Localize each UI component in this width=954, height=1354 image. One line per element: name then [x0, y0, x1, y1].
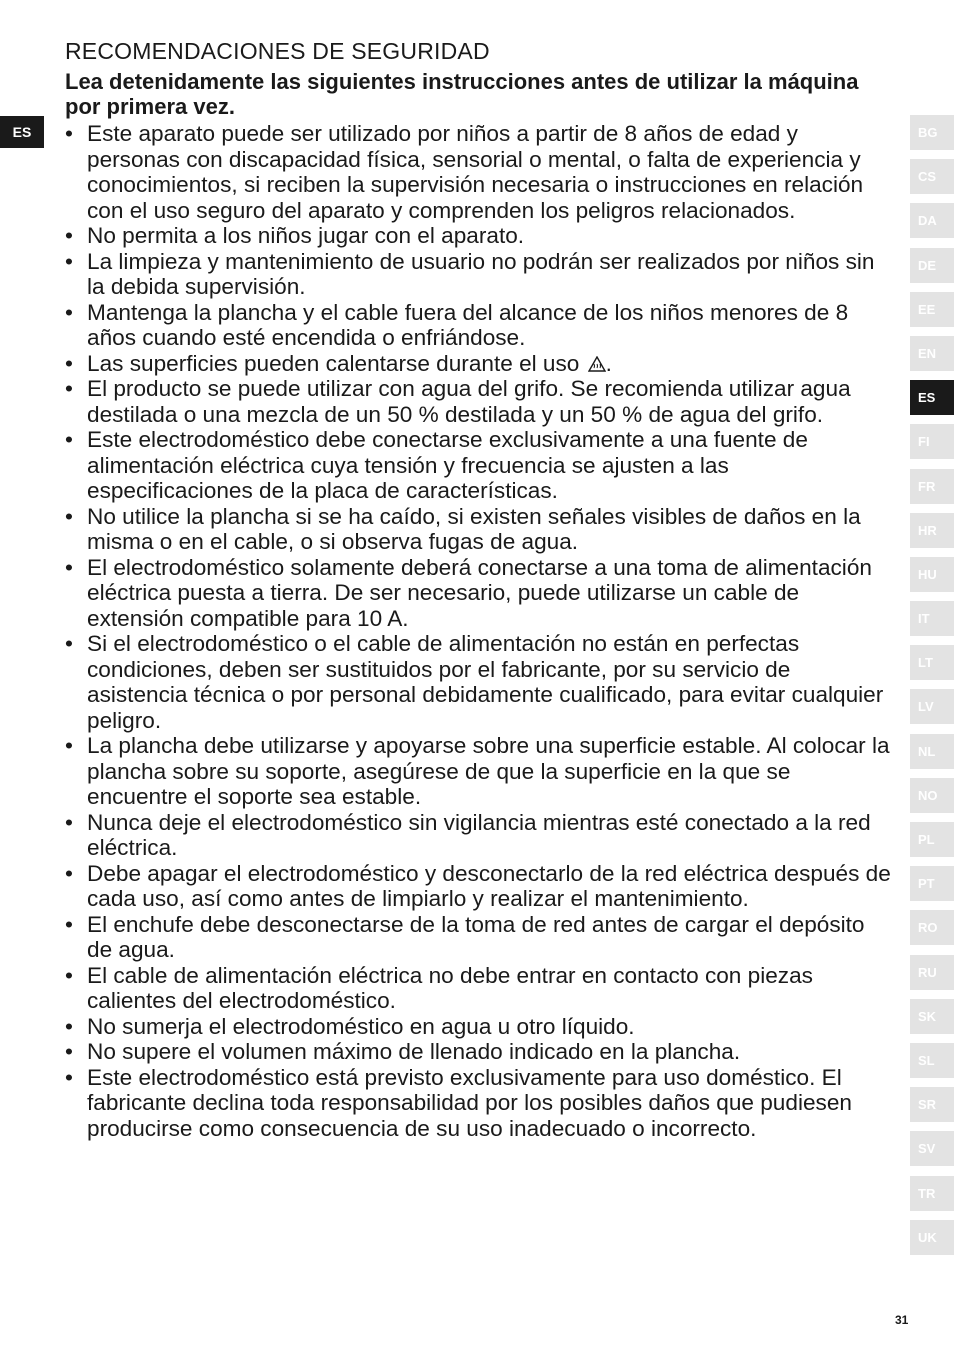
language-side-tab: ES	[0, 116, 44, 148]
list-item	[65, 300, 895, 351]
lang-tab-lv[interactable]: LV	[910, 689, 954, 724]
lang-tab-pt[interactable]: PT	[910, 866, 954, 901]
list-item	[65, 249, 895, 300]
list-item	[65, 963, 895, 1014]
lang-tab-lt[interactable]: LT	[910, 645, 954, 680]
lang-tab-ee[interactable]: EE	[910, 292, 954, 327]
lang-tab-sv[interactable]: SV	[910, 1131, 954, 1166]
sentence-period: .	[605, 350, 612, 376]
list-item-text: No sumerja el electrodoméstico en agua u otro líquido.	[87, 1013, 635, 1039]
list-item	[65, 912, 895, 963]
safety-list	[65, 121, 895, 1141]
lang-tab-it[interactable]: IT	[910, 601, 954, 636]
bullet: •	[65, 911, 73, 937]
list-item-text: La limpieza y mantenimiento de usuario no podrán ser realizados por niños sin la debida supervisión.	[87, 248, 875, 299]
bullet: •	[65, 860, 73, 886]
safety-section	[65, 37, 895, 1141]
list-item	[65, 1014, 895, 1040]
hot-surface-warning-icon	[588, 356, 606, 372]
lang-tab-cs[interactable]: CS	[910, 159, 954, 194]
lang-tab-ro[interactable]: RO	[910, 910, 954, 945]
bullet: •	[65, 554, 73, 580]
list-item-text: El electrodoméstico solamente deberá conectarse a una toma de alimentación eléctrica puesta a tierra. De ser necesario, puede utilizarse un cable de extensión compatible para 10 A.	[87, 554, 872, 631]
list-item-text: Este aparato puede ser utilizado por niños a partir de 8 años de edad y personas con discapacidad física, sensorial o mental, o falta de experiencia y conocimientos, si reciben la supervisión necesaria o instrucciones en relación con el uso seguro del aparato y comprenden los peligros relacionados.	[87, 121, 864, 223]
lang-tab-hr[interactable]: HR	[910, 513, 954, 548]
list-item	[65, 427, 895, 504]
bullet: •	[65, 1039, 73, 1064]
list-item	[65, 631, 895, 733]
list-item	[65, 223, 895, 249]
lang-tab-da[interactable]: DA	[910, 203, 954, 238]
list-item-text: Mantenga la plancha y el cable fuera del alcance de los niños menores de 8 años cuando esté encendida o enfriándose.	[87, 299, 849, 350]
bullet: •	[65, 503, 73, 529]
list-item	[65, 1065, 895, 1142]
bullet: •	[65, 350, 73, 376]
page-number: 31	[895, 1313, 909, 1327]
bullet: •	[65, 223, 73, 248]
list-item-text: El cable de alimentación eléctrica no debe entrar en contacto con piezas calientes del electrodoméstico.	[87, 962, 813, 1013]
lang-tab-ru[interactable]: RU	[910, 955, 954, 990]
bullet: •	[65, 1064, 73, 1090]
list-item-text: Este electrodoméstico debe conectarse exclusivamente a una fuente de alimentación eléctrica cuya tensión y frecuencia se ajusten a las especificaciones de la placa de características.	[87, 427, 808, 503]
lang-tab-nl[interactable]: NL	[910, 734, 954, 769]
bullet: •	[65, 631, 73, 656]
list-item	[65, 733, 895, 810]
lang-tab-en[interactable]: EN	[910, 336, 954, 371]
section-title: RECOMENDACIONES DE SEGURIDAD	[65, 38, 490, 64]
lang-tab-sk[interactable]: SK	[910, 999, 954, 1034]
list-item	[65, 810, 895, 861]
bullet: •	[65, 962, 73, 988]
list-item-text: No utilice la plancha si se ha caído, si existen señales visibles de daños en la misma o en el cable, o si observa fugas de agua.	[87, 503, 861, 554]
list-item	[65, 121, 895, 223]
list-item-text: No permita a los niños jugar con el aparato.	[87, 223, 525, 248]
lang-tab-bg[interactable]: BG	[910, 115, 954, 150]
lang-tab-es[interactable]: ES	[910, 380, 954, 415]
list-item-text: No supere el volumen máximo de llenado indicado en la plancha.	[87, 1039, 741, 1064]
list-item	[65, 555, 895, 632]
list-item	[65, 1039, 895, 1065]
list-item-text: Debe apagar el electrodoméstico y desconectarlo de la red eléctrica después de cada uso, así como antes de limpiarlo y realizar el mantenimiento.	[87, 860, 891, 911]
lang-tab-pl[interactable]: PL	[910, 822, 954, 857]
section-intro: Lea detenidamente las siguientes instrucciones antes de utilizar la máquina por primera vez.	[65, 69, 859, 119]
bullet: •	[65, 1013, 73, 1039]
list-item	[65, 351, 895, 377]
lang-tab-fr[interactable]: FR	[910, 469, 954, 504]
bullet: •	[65, 809, 73, 835]
bullet: •	[65, 427, 73, 452]
lang-tab-de[interactable]: DE	[910, 248, 954, 283]
list-item	[65, 376, 895, 427]
list-item-text: Nunca deje el electrodoméstico sin vigilancia mientras esté conectado a la red eléctrica.	[87, 809, 871, 860]
lang-tab-fi[interactable]: FI	[910, 424, 954, 459]
language-tabs	[910, 115, 954, 1264]
list-item	[65, 861, 895, 912]
lang-tab-uk[interactable]: UK	[910, 1220, 954, 1255]
lang-tab-no[interactable]: NO	[910, 778, 954, 813]
bullet: •	[65, 376, 73, 401]
list-item-text: Si el electrodoméstico o el cable de alimentación no están en perfectas condiciones, deben ser sustituidos por el fabricante, por su servicio de asistencia técnica o por personal debidamente cualificado, para evitar cualquier peligro.	[87, 631, 884, 733]
bullet: •	[65, 248, 73, 274]
lang-tab-sr[interactable]: SR	[910, 1087, 954, 1122]
list-item-text: Las superficies pueden calentarse durante el uso	[87, 350, 580, 376]
lang-tab-sl[interactable]: SL	[910, 1043, 954, 1078]
list-item-text: El enchufe debe desconectarse de la toma de red antes de cargar el depósito de agua.	[87, 911, 865, 962]
list-item	[65, 504, 895, 555]
list-item-text: El producto se puede utilizar con agua del grifo. Se recomienda utilizar agua destilada o una mezcla de un 50 % destilada y un 50 % de agua del grifo.	[87, 376, 851, 427]
lang-tab-tr[interactable]: TR	[910, 1176, 954, 1211]
list-item-text: Este electrodoméstico está previsto exclusivamente para uso doméstico. El fabricante declina toda responsabilidad por los posibles daños que pudiesen producirse como consecuencia de su uso inadecuado o incorrecto.	[87, 1064, 852, 1141]
list-item-text: La plancha debe utilizarse y apoyarse sobre una superficie estable. Al colocar la plancha sobre su soporte, asegúrese de que la superficie en la que se encuentre el soporte sea estable.	[87, 733, 890, 809]
bullet: •	[65, 733, 73, 758]
bullet: •	[65, 299, 73, 325]
lang-tab-hu[interactable]: HU	[910, 557, 954, 592]
bullet: •	[65, 121, 73, 146]
